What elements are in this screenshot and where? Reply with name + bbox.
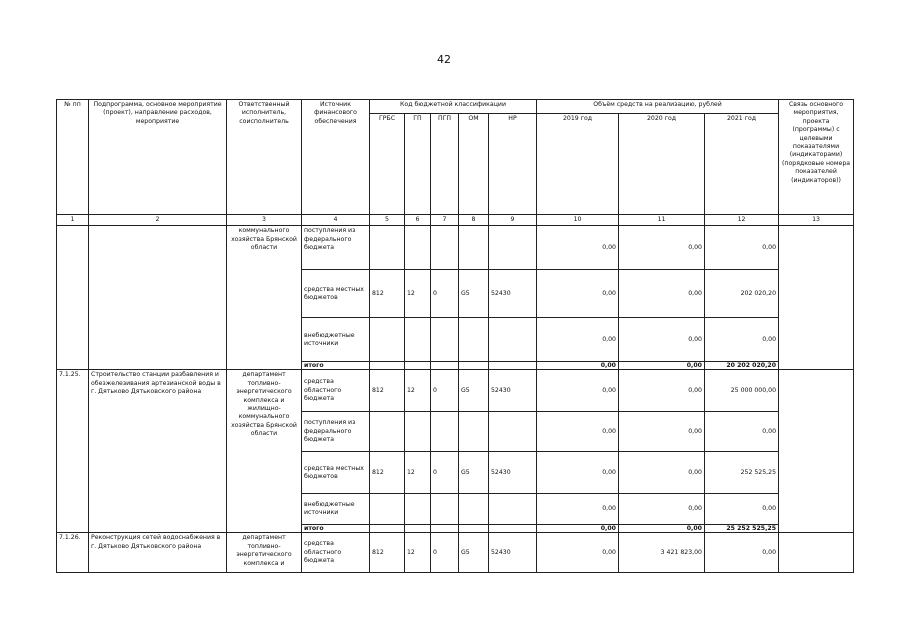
col-number: 13 — [779, 215, 854, 226]
cell-executor: департамент топливно-энергетического комплекса и жилищно-коммунального хозяйства Брянской области — [227, 370, 302, 533]
cell-om: G5 — [459, 533, 489, 573]
cell-grbs: 812 — [370, 452, 405, 494]
cell-pgp: 0 — [431, 452, 459, 494]
cell-2021: 0,00 — [705, 318, 779, 362]
cell-source: внебюджетные источники — [302, 318, 370, 362]
cell-executor: коммунального хозяйства Брянской области — [227, 226, 302, 370]
cell-gp — [405, 318, 431, 362]
header-program: Подпрограмма, основное мероприятие (проект), направление расходов, мероприятие — [89, 100, 227, 215]
col-number: 8 — [459, 215, 489, 226]
cell-link — [779, 370, 854, 533]
col-number: 10 — [537, 215, 619, 226]
cell-2019: 0,00 — [537, 370, 619, 412]
cell-2020: 0,00 — [619, 270, 705, 318]
cell-source: средства областного бюджета — [302, 533, 370, 573]
col-number: 1 — [57, 215, 89, 226]
cell-num: 7.1.25. — [57, 370, 89, 533]
cell-grbs — [370, 494, 405, 525]
cell-om — [459, 226, 489, 270]
header-link: Связь основного мероприятия, проекта (программы) с целевыми показателями (индикаторами) (порядковые номера показателей (индикаторов)) — [779, 100, 854, 215]
cell-gp — [405, 412, 431, 452]
header-om: ОМ — [459, 114, 489, 215]
cell-total-2021: 25 252 525,25 — [705, 525, 779, 533]
cell-pgp — [431, 318, 459, 362]
cell-2020: 0,00 — [619, 452, 705, 494]
cell-pgp — [431, 494, 459, 525]
cell-nr — [489, 412, 537, 452]
cell-2019: 0,00 — [537, 318, 619, 362]
cell-nr: 52430 — [489, 452, 537, 494]
cell-gp: 12 — [405, 370, 431, 412]
header-row-1 — [57, 100, 854, 114]
col-number: 11 — [619, 215, 705, 226]
cell-grbs — [370, 226, 405, 270]
cell-total-2019: 0,00 — [537, 525, 619, 533]
cell-om: G5 — [459, 370, 489, 412]
cell-source: средства областного бюджета — [302, 370, 370, 412]
col-number: 2 — [89, 215, 227, 226]
cell-om: G5 — [459, 452, 489, 494]
cell-om — [459, 318, 489, 362]
cell-gp: 12 — [405, 270, 431, 318]
header-2020: 2020 год — [619, 114, 705, 215]
cell-grbs: 812 — [370, 270, 405, 318]
cell-om — [459, 412, 489, 452]
cell-source: внебюджетные источники — [302, 494, 370, 525]
table-row — [57, 226, 854, 270]
cell-source: поступления из федерального бюджета — [302, 226, 370, 270]
cell-total-2019: 0,00 — [537, 362, 619, 370]
cell-gp — [405, 494, 431, 525]
cell-source: средства местных бюджетов — [302, 270, 370, 318]
cell-source: поступления из федерального бюджета — [302, 412, 370, 452]
cell-2020: 0,00 — [619, 370, 705, 412]
cell-pgp — [431, 226, 459, 270]
header-nr: НР — [489, 114, 537, 215]
cell-2020: 0,00 — [619, 226, 705, 270]
cell-2019: 0,00 — [537, 226, 619, 270]
cell-program — [89, 226, 227, 370]
cell-2020: 0,00 — [619, 318, 705, 362]
cell-2021: 0,00 — [705, 412, 779, 452]
cell-gp: 12 — [405, 533, 431, 573]
cell-total-label: итого — [302, 525, 370, 533]
cell-nr — [489, 226, 537, 270]
col-number: 3 — [227, 215, 302, 226]
page-number: 42 — [437, 53, 451, 66]
cell-total-2020: 0,00 — [619, 525, 705, 533]
cell-executor: департамент топливно-энергетического комплекса и — [227, 533, 302, 573]
col-number: 6 — [405, 215, 431, 226]
cell-link — [779, 533, 854, 573]
cell-total-2020: 0,00 — [619, 362, 705, 370]
cell-source: средства местных бюджетов — [302, 452, 370, 494]
cell-2021: 0,00 — [705, 494, 779, 525]
cell-om — [459, 494, 489, 525]
cell-2021: 0,00 — [705, 226, 779, 270]
cell-total-label: итого — [302, 362, 370, 370]
header-num: № пп — [57, 100, 89, 215]
cell-2021: 202 020,20 — [705, 270, 779, 318]
cell-program: Реконструкция сетей водоснабжения в г. Дятьково Дятьковского района — [89, 533, 227, 573]
cell-2019: 0,00 — [537, 533, 619, 573]
col-number: 4 — [302, 215, 370, 226]
cell-grbs — [370, 412, 405, 452]
cell-2020: 0,00 — [619, 494, 705, 525]
cell-2019: 0,00 — [537, 452, 619, 494]
cell-total-2021: 20 202 020,20 — [705, 362, 779, 370]
cell-pgp: 0 — [431, 270, 459, 318]
header-source: Источник финансового обеспечения — [302, 100, 370, 215]
header-pgp: ПГП — [431, 114, 459, 215]
cell-nr: 52430 — [489, 533, 537, 573]
header-executor: Ответственный исполнитель, соисполнитель — [227, 100, 302, 215]
header-gp: ГП — [405, 114, 431, 215]
cell-gp: 12 — [405, 452, 431, 494]
cell-pgp: 0 — [431, 533, 459, 573]
cell-2021: 25 000 000,00 — [705, 370, 779, 412]
cell-2020: 3 421 823,00 — [619, 533, 705, 573]
cell-2019: 0,00 — [537, 412, 619, 452]
cell-nr: 52430 — [489, 270, 537, 318]
header-2021: 2021 год — [705, 114, 779, 215]
header-2019: 2019 год — [537, 114, 619, 215]
cell-2020: 0,00 — [619, 412, 705, 452]
header-grbs: ГРБС — [370, 114, 405, 215]
cell-2019: 0,00 — [537, 270, 619, 318]
table-row — [57, 370, 854, 412]
cell-nr — [489, 318, 537, 362]
cell-pgp — [431, 412, 459, 452]
cell-nr: 52430 — [489, 370, 537, 412]
cell-pgp: 0 — [431, 370, 459, 412]
cell-grbs: 812 — [370, 370, 405, 412]
col-number: 12 — [705, 215, 779, 226]
column-numbers-row — [57, 215, 854, 226]
cell-grbs: 812 — [370, 533, 405, 573]
cell-2021: 0,00 — [705, 533, 779, 573]
cell-program: Строительство станции разбавления и обезжелезивания артезианской воды в г. Дятьково Дятьковского района — [89, 370, 227, 533]
cell-nr — [489, 494, 537, 525]
cell-link — [779, 226, 854, 370]
col-number: 9 — [489, 215, 537, 226]
header-budget-code: Код бюджетной классификации — [370, 100, 537, 114]
col-number: 7 — [431, 215, 459, 226]
budget-table — [56, 99, 854, 573]
cell-num: 7.1.26. — [57, 533, 89, 573]
cell-gp — [405, 226, 431, 270]
cell-grbs — [370, 318, 405, 362]
cell-2019: 0,00 — [537, 494, 619, 525]
cell-2021: 252 525,25 — [705, 452, 779, 494]
cell-num — [57, 226, 89, 370]
cell-om: G5 — [459, 270, 489, 318]
header-volume: Объём средств на реализацию, рублей — [537, 100, 779, 114]
col-number: 5 — [370, 215, 405, 226]
table-row — [57, 533, 854, 573]
